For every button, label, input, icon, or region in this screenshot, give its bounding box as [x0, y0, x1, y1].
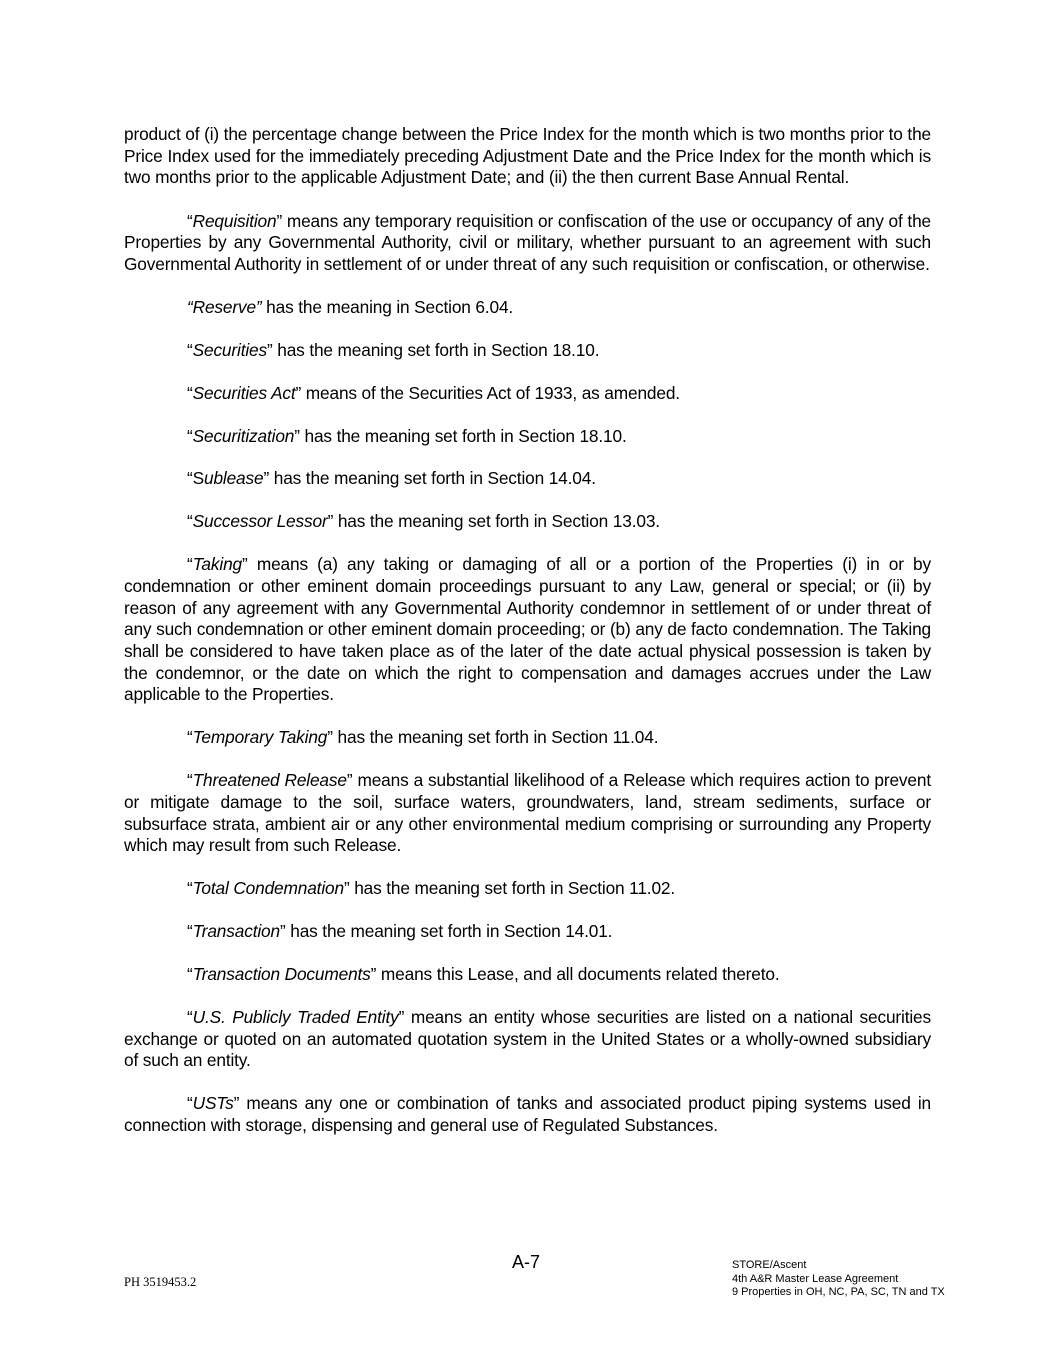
quote-close: ”: [276, 210, 283, 231]
defined-term: U.S. Publicly Traded Entity: [192, 1006, 399, 1027]
definition-text: has the meaning set forth in Section 18.10.: [299, 425, 627, 446]
quote-open: “: [187, 296, 193, 317]
quote-close: ”: [327, 727, 333, 748]
definition-text: has the meaning set forth in Section 14.01.: [285, 921, 613, 942]
definition-securitization: [124, 426, 931, 448]
quote-open: “S: [187, 468, 204, 489]
definition-text: has the meaning set forth in Section 11.04.: [332, 727, 659, 748]
quote-close: ”: [233, 1093, 240, 1114]
definition-text: means this Lease, and all documents related thereto.: [376, 964, 780, 985]
quote-close: ”: [263, 468, 270, 489]
quote-close: ”: [242, 554, 248, 575]
defined-term: Reserve”: [192, 296, 262, 317]
quote-open: “: [187, 878, 193, 899]
defined-term: Requisition: [192, 210, 277, 231]
defined-term: Taking: [192, 554, 242, 575]
defined-term: Threatened Release: [192, 770, 347, 791]
defined-term: Transaction: [192, 921, 280, 942]
quote-open: “: [187, 511, 193, 532]
definition-successor-lessor: [124, 511, 931, 533]
definition-sublease: [124, 468, 931, 490]
definition-securities: [124, 340, 931, 362]
quote-open: “: [187, 727, 193, 748]
footer-info-line: 9 Properties in OH, NC, PA, SC, TN and TX: [732, 1286, 945, 1299]
definition-text: has the meaning set forth in Section 18.10.: [272, 339, 600, 360]
defined-term: Total Condemnation: [192, 878, 344, 899]
definition-text: means of the Securities Act of 1933, as amended.: [301, 382, 680, 403]
quote-close: ”: [343, 878, 350, 899]
quote-close: ”: [279, 921, 286, 942]
quote-open: “: [187, 425, 193, 446]
quote-open: “: [187, 1006, 193, 1027]
definition-text: has the meaning set forth in Section 14.04.: [269, 468, 596, 489]
defined-term: USTs: [192, 1093, 234, 1114]
definition-text: means any one or combination of tanks and associated product piping systems used in connection with storage, dispensing and general use of Regulated Substances.: [124, 1093, 931, 1135]
quote-open: “: [187, 554, 193, 575]
paragraph-text: product of (i) the percentage change between the Price Index for the month which is two months prior to the Price Index used for the immediately preceding Adjustment Date and the Price Index for the month which is two months prior to the applicable Adjustment Date; and (ii) the then current Base Annual Rental.: [124, 124, 931, 188]
defined-term: Successor Lessor: [192, 511, 328, 532]
definition-reserve: [124, 297, 931, 319]
definition-taking: [124, 554, 931, 706]
definition-text: means an entity whose securities are listed on a national securities exchange or quoted on an automated quotation system in the United States or a wholly-owned subsidiary of such an entity.: [124, 1006, 932, 1071]
footer-info-line: 4th A&R Master Lease Agreement: [732, 1272, 899, 1285]
footer-info-line: STORE/Ascent: [732, 1259, 807, 1271]
quote-open: “: [187, 770, 193, 791]
quote-open: “: [187, 921, 193, 942]
definition-transaction-documents: [124, 964, 931, 986]
paragraph-price-index-continuation: [124, 124, 931, 189]
definition-requisition: [124, 211, 931, 276]
footer-document-info: [732, 1259, 945, 1300]
quote-open: “: [187, 382, 193, 403]
defined-term: Securitization: [192, 425, 295, 446]
quote-close: ”: [398, 1006, 405, 1027]
quote-open: “: [187, 339, 193, 360]
quote-close: ”: [294, 425, 300, 446]
defined-term: ublease: [203, 468, 264, 489]
definition-securities-act: [124, 383, 931, 405]
definition-transaction: [124, 921, 931, 943]
quote-open: “: [187, 964, 193, 985]
definition-us-publicly-traded-entity: [124, 1007, 931, 1072]
document-body: [124, 124, 931, 1158]
quote-close: ”: [267, 339, 273, 360]
definition-total-condemnation: [124, 878, 931, 900]
definition-text: has the meaning in Section 6.04.: [261, 296, 514, 317]
defined-term: Securities: [192, 339, 267, 360]
definition-text: has the meaning set forth in Section 13.03.: [333, 511, 660, 532]
definition-text: means any temporary requisition or confiscation of the use or occupancy of any of the Properties by any Governmental Authority, civil or military, whether pursuant to an agreement with such Governmental Authority in settlement of or under threat of any such requisition or confiscation, or otherwise.: [124, 210, 931, 275]
defined-term: Temporary Taking: [192, 727, 328, 748]
definition-text: means (a) any taking or damaging of all or a portion of the Properties (i) in or by condemnation or other eminent domain proceedings pursuant to any Law, general or special; or (ii) by reason of any agreement with any Governmental Authority condemnor in settlement of or under threat of any such condemnation or other eminent domain proceeding; or (b) any de facto condemnation. The Taking shall be considered to have taken place as of the later of the date actual physical possession is taken by the condemnor, or the date on which the right to compensation and damages accrues under the Law applicable to the Properties.: [124, 554, 931, 705]
defined-term: Transaction Documents: [192, 964, 371, 985]
quote-close: ”: [346, 770, 353, 791]
definition-threatened-release: [124, 770, 931, 857]
quote-open: “: [187, 1093, 193, 1114]
definition-text: has the meaning set forth in Section 11.02.: [349, 878, 676, 899]
footer-page-number: A-7: [512, 1252, 541, 1272]
quote-close: ”: [327, 511, 334, 532]
quote-open: “: [187, 210, 193, 231]
defined-term: Securities Act: [192, 382, 296, 403]
definition-usts: [124, 1093, 931, 1136]
definition-text: means a substantial likelihood of a Release which requires action to prevent or mitigate damage to the soil, surface waters, groundwaters, land, stream sediments, surface or subsurface strata, ambient air or any other environmental medium comprising or surrounding any Property which may result from such Release.: [124, 770, 931, 856]
definition-temporary-taking: [124, 727, 931, 749]
quote-close: ”: [370, 964, 377, 985]
footer-document-id: PH 3519453.2: [124, 1275, 197, 1289]
quote-close: ”: [295, 382, 302, 403]
